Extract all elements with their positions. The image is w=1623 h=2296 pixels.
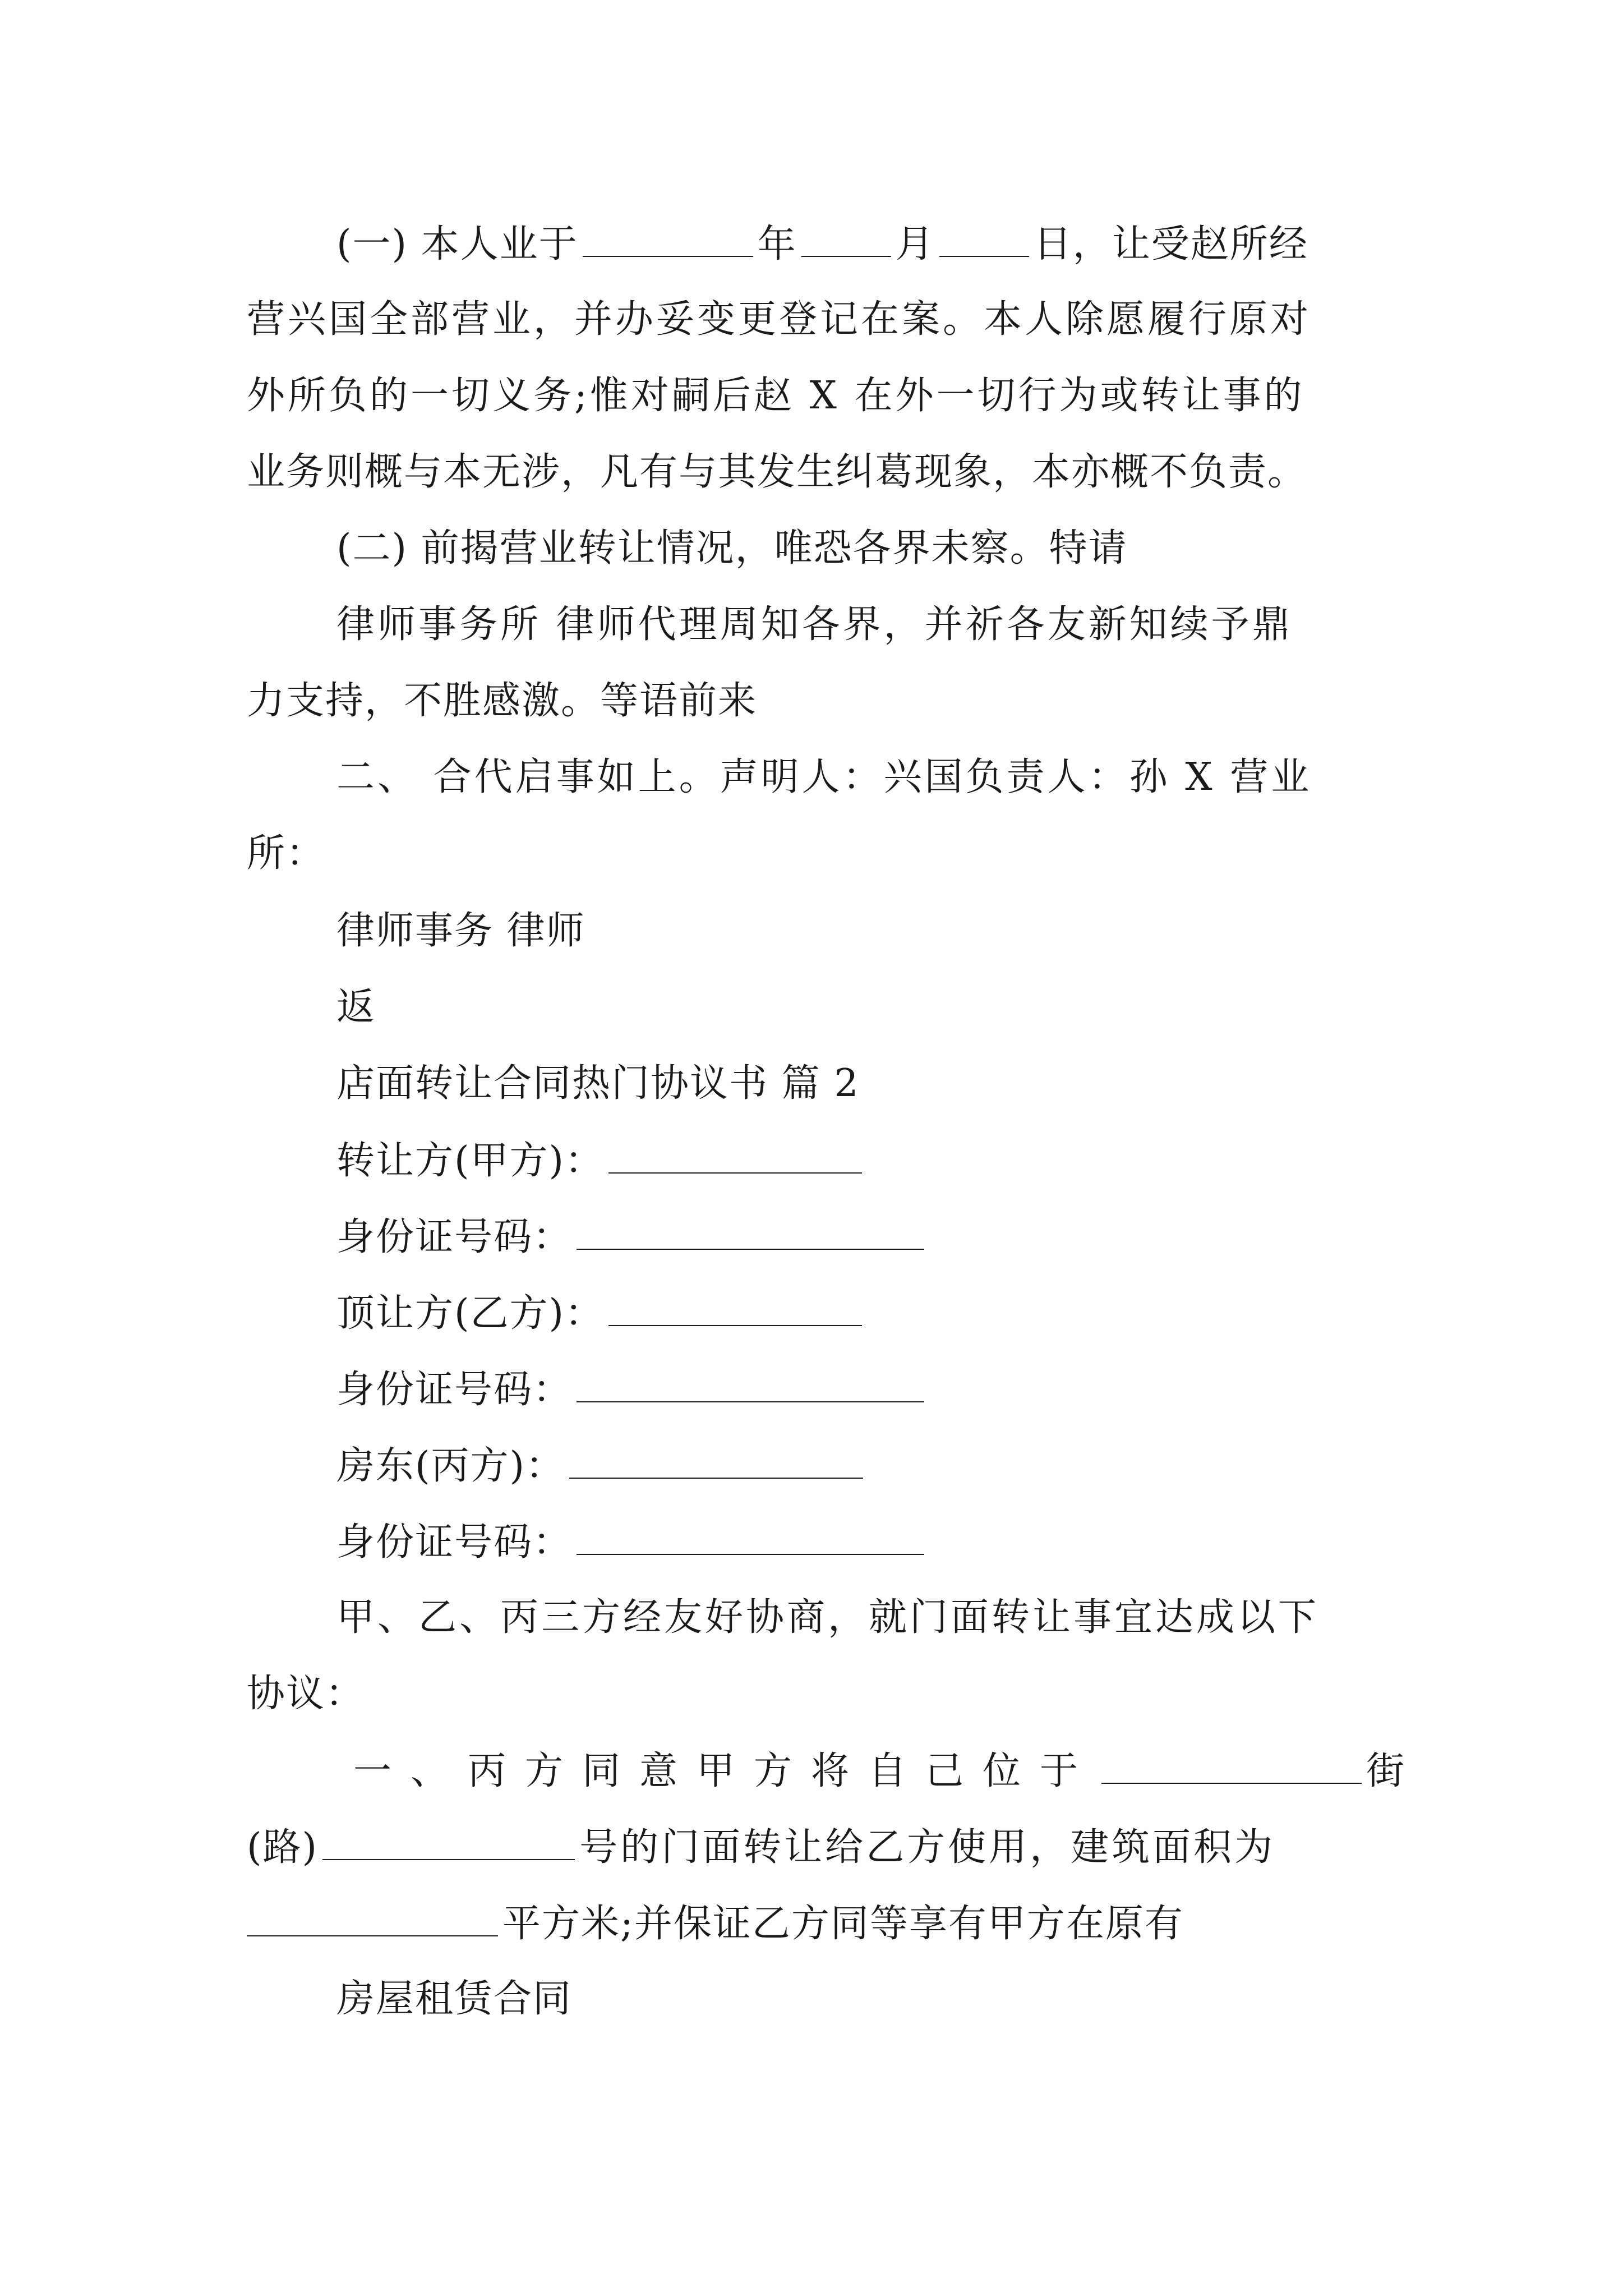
blank-year — [583, 217, 753, 257]
lease-heading: 房屋租赁合同 — [336, 1977, 573, 2021]
landlord-blank — [569, 1438, 863, 1479]
blank-month — [801, 217, 891, 257]
paragraph-4-line-1: 二、 合代启事如上。声明人：兴国负责人：孙 X 营业 — [336, 755, 1312, 799]
landlord-line — [336, 1438, 868, 1493]
id-blank-3 — [577, 1515, 924, 1555]
id-line-3 — [336, 1515, 929, 1570]
id-label-2: 身份证号码： — [336, 1368, 573, 1412]
text: (一) 本人业于 — [336, 222, 578, 266]
id-line-2 — [336, 1362, 929, 1417]
clause-1-line-1 — [353, 1743, 1405, 1798]
paragraph-2: (二) 前揭营业转让情况，唯恐各界未察。特请 — [336, 526, 1128, 570]
transferee-label: 顶让方(乙方)： — [336, 1291, 605, 1336]
clause-1-line-3 — [247, 1896, 1184, 1951]
text: 一、丙方同意甲方将自己位于 — [353, 1749, 1098, 1793]
text: 街 — [1366, 1749, 1406, 1793]
blank-day — [939, 217, 1029, 257]
paragraph-1-line-2: 营兴国全部营业，并办妥变更登记在案。本人除愿履行原对 — [247, 297, 1312, 342]
paragraph-3-line-2: 力支持，不胜感激。等语前来 — [247, 679, 758, 723]
text: 日，让受赵所经 — [1033, 222, 1308, 266]
id-blank-2 — [577, 1362, 924, 1402]
paragraph-6: 返 — [336, 985, 376, 1029]
text: 年 — [757, 222, 797, 266]
street-blank — [1101, 1743, 1362, 1784]
paragraph-5: 律师事务 律师 — [336, 909, 585, 953]
transferee-blank — [608, 1286, 862, 1326]
text: 月 — [895, 222, 935, 266]
number-blank — [322, 1820, 575, 1860]
id-label-3: 身份证号码： — [336, 1520, 573, 1565]
transferee-line — [336, 1286, 866, 1341]
paragraph-3-line-1: 律师事务所 律师代理周知各界，并祈各友新知续予鼎 — [336, 602, 1293, 647]
id-blank-1 — [577, 1209, 924, 1250]
paragraph-1-line-1 — [336, 217, 1308, 272]
text: (路) — [247, 1825, 319, 1870]
text: 平方米;并保证乙方同等享有甲方在原有 — [502, 1902, 1184, 1946]
id-label-1: 身份证号码： — [336, 1215, 573, 1259]
text: 号的门面转让给乙方使用，建筑面积为 — [579, 1825, 1276, 1870]
paragraph-1-line-3: 外所负的一切义务;惟对嗣后赵 X 在外一切行为或转让事的 — [247, 374, 1305, 418]
clause-1-line-2 — [247, 1820, 1275, 1875]
landlord-label: 房东(丙方)： — [336, 1444, 565, 1488]
id-line-1 — [336, 1209, 929, 1264]
section-title: 店面转让合同热门协议书 篇 2 — [336, 1061, 860, 1106]
transferor-label: 转让方(甲方)： — [336, 1139, 605, 1183]
intro-line-2: 协议： — [247, 1672, 365, 1716]
intro-line-1: 甲、乙、丙三方经友好协商，就门面转让事宜达成以下 — [336, 1595, 1320, 1640]
area-blank — [247, 1896, 498, 1936]
transferor-line — [336, 1133, 866, 1188]
paragraph-1-line-4: 业务则概与本无涉，凡有与其发生纠葛现象，本亦概不负责。 — [247, 450, 1307, 494]
paragraph-4-line-2: 所： — [247, 831, 326, 876]
transferor-blank — [608, 1133, 862, 1174]
